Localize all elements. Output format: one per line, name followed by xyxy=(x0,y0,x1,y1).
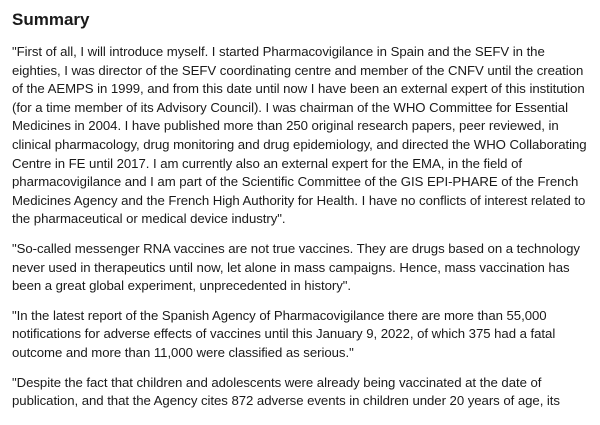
paragraph-introduction: "First of all, I will introduce myself. I started Pharmacovigilance in Spain and the SEFV in the eighties, I was director of the SEFV coordinating centre and member of the CNFV until the creation of the AEMPS in 1999, and from this date until now I have been an external expert of this institution (for a time member of its Advisory Council). I was chairman of the WHO Committee for Essential Medicines in 2004. I have published more than 250 original research papers, peer reviewed, in clinical pharmacology, drug monitoring and drug epidemiology, and directed the WHO Collaborating Centre in FE until 2017. I am currently also an external expert for the EMA, in the field of pharmacovigilance and I am part of the Scientific Committee of the GIS EPI-PHARE of the French Medicines Agency and the French High Authority for Health. I have no conflicts of interest related to the pharmaceutical or medical device industry". xyxy=(12,44,587,227)
document-body xyxy=(12,8,594,422)
paragraph-mrna-vaccines: "So-called messenger RNA vaccines are not true vaccines. They are drugs based on a technology never used in therapeutics until now, let alone in mass campaigns. Hence, mass vaccination has been a great global experiment, unprecedented in history". xyxy=(12,240,580,294)
paragraph-adverse-effects-report: "In the latest report of the Spanish Agency of Pharmacovigilance there are more than 55,000 notifications for adverse effects of vaccines until this January 9, 2022, of which 375 had a fatal outcome and more than 11,000 were classified as serious." xyxy=(12,307,556,360)
paragraph-children-adolescents: "Despite the fact that children and adolescents were already being vaccinated at the date of publication, and that the Agency cites 872 adverse events in children under 20 years of age, its xyxy=(12,374,560,409)
summary-heading: Summary xyxy=(12,10,90,29)
